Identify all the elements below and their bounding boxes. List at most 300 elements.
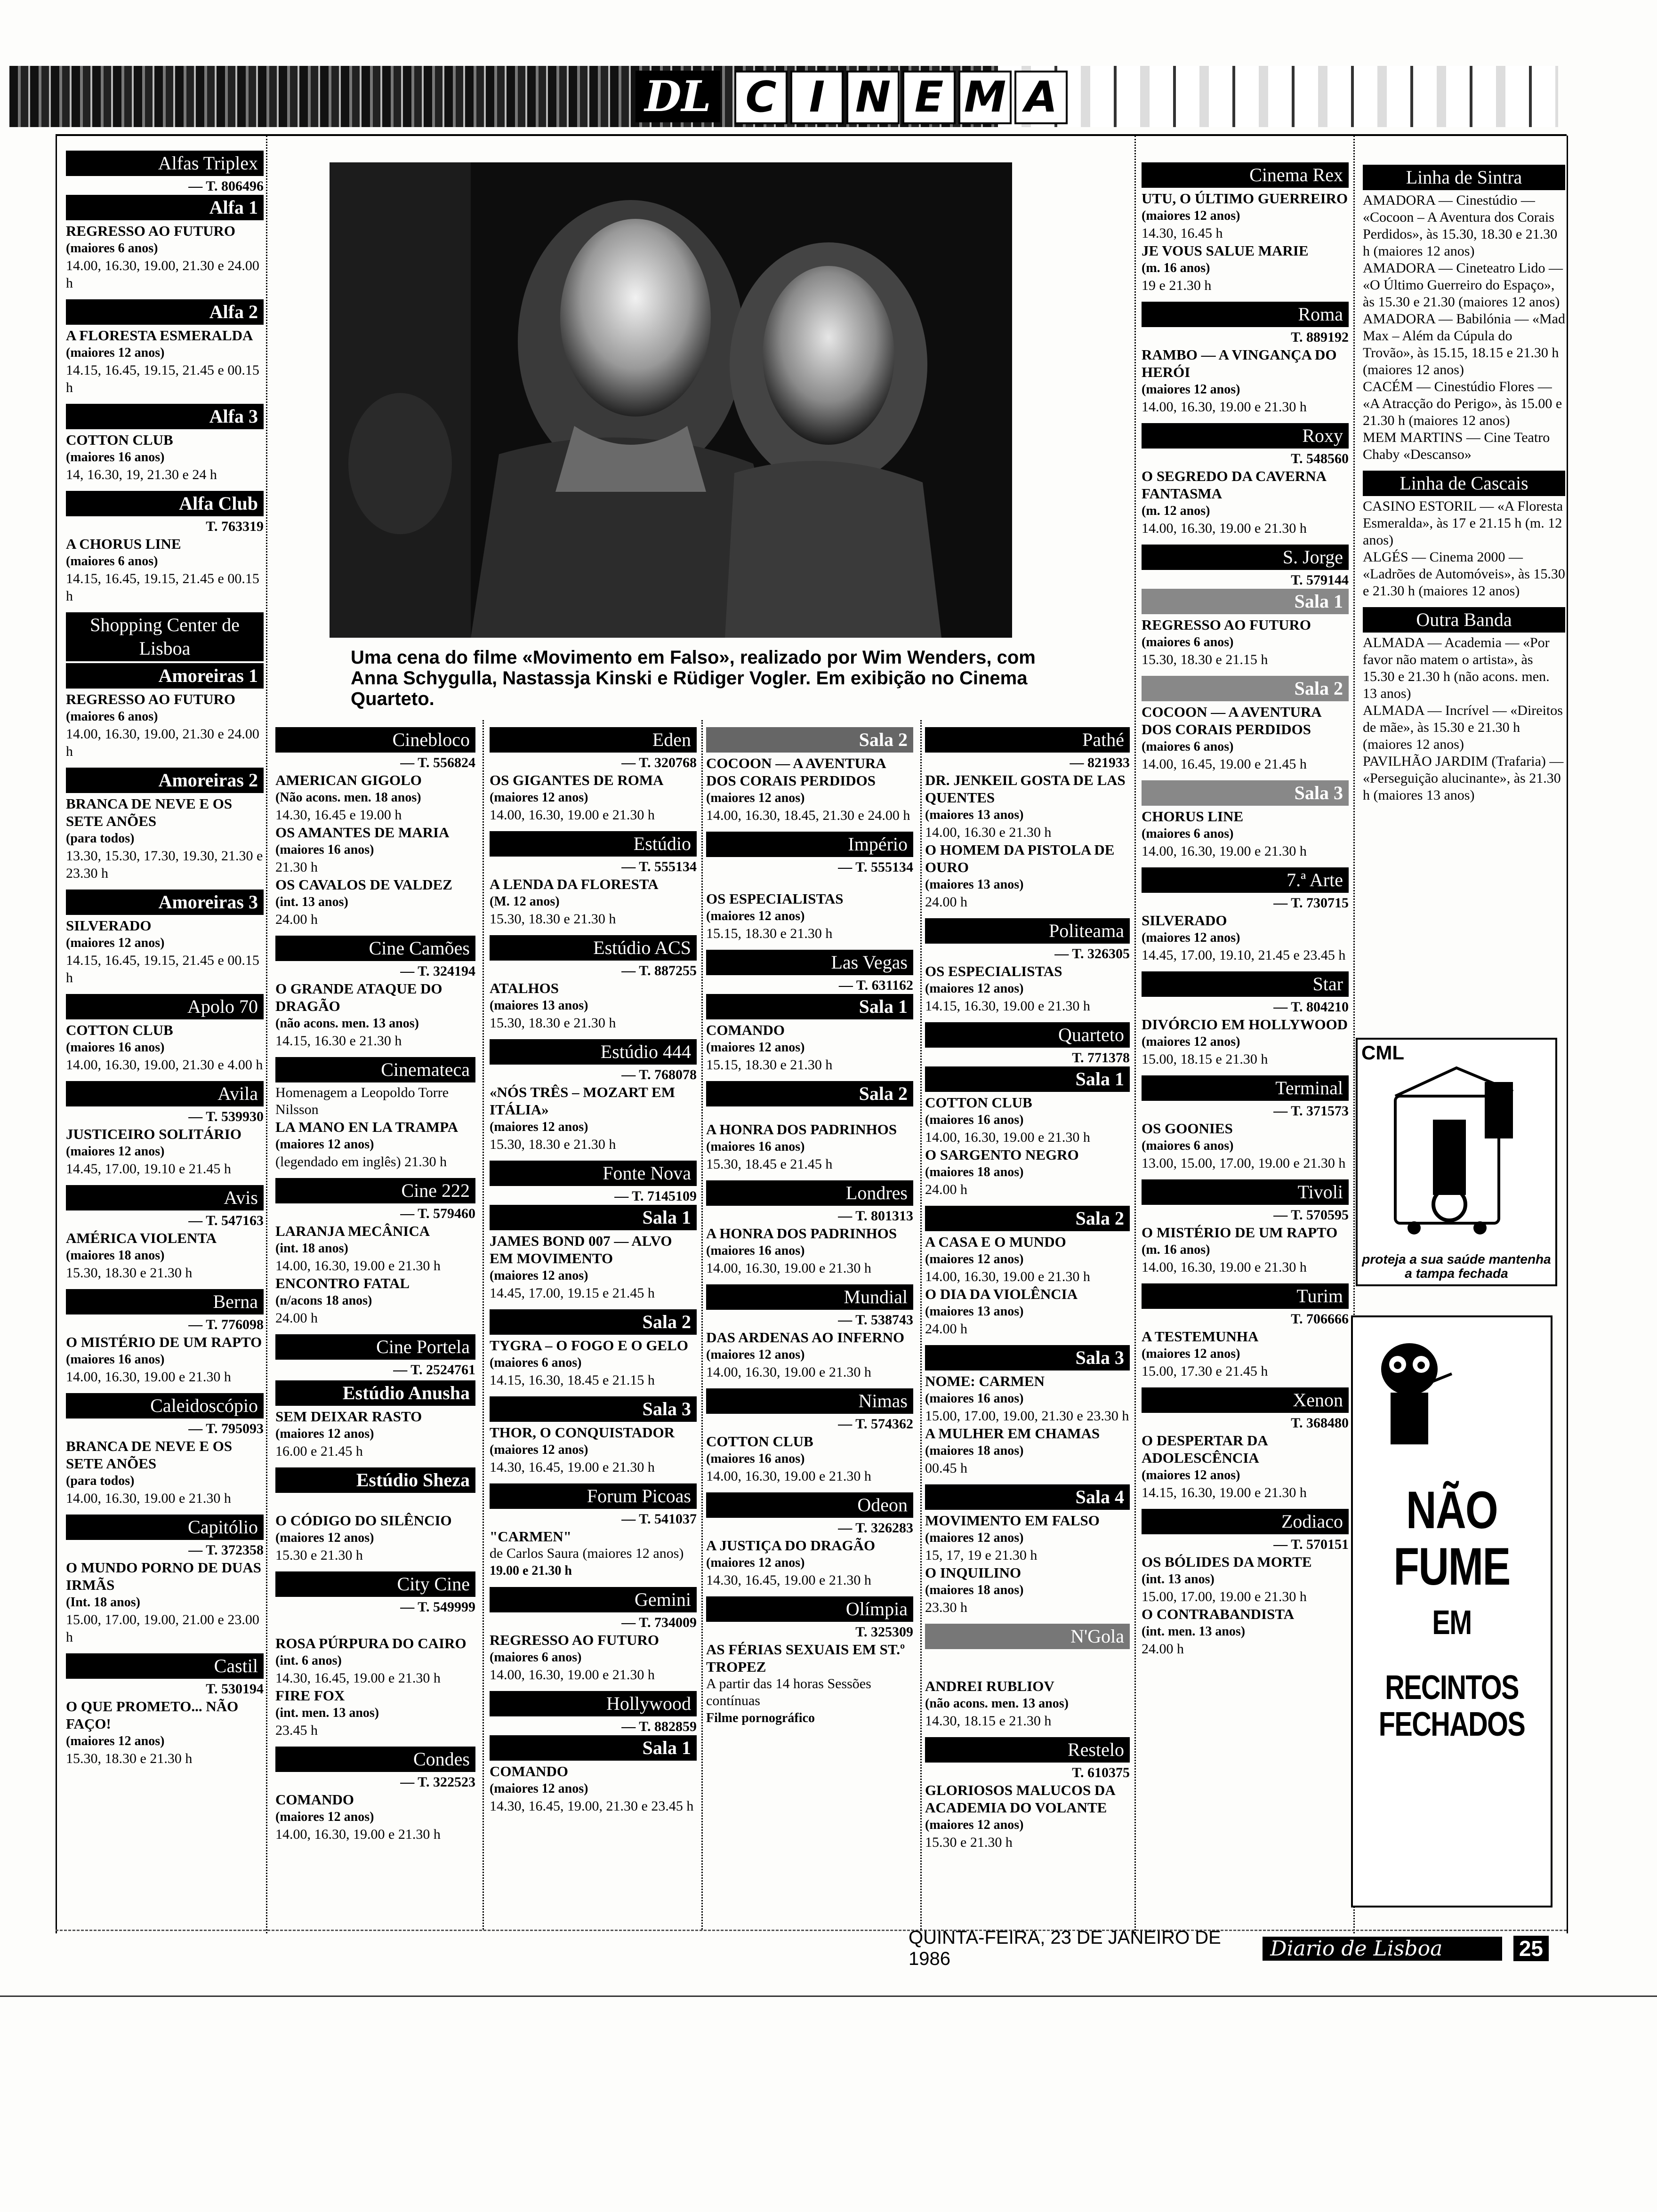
film-title: COTTON CLUB: [706, 1433, 813, 1450]
film-title: A MULHER EM CHAMAS: [925, 1425, 1100, 1442]
showtimes: 14.00, 16.30, 19.00 e 21.30 h: [275, 1258, 441, 1274]
region-entry: ALMADA — Incrível — «Direitos de mãe», às 15.30 e 21.30 h (maiores 12 anos): [1363, 703, 1563, 752]
film-title: A CHORUS LINE: [66, 536, 181, 552]
age-rating: (maiores 12 anos): [706, 909, 805, 923]
cinema-name: Restelo: [925, 1737, 1130, 1763]
slogan-word: FUME: [1393, 1537, 1510, 1596]
cinema-listing: [1142, 1283, 1349, 1380]
phone-number: T. 763319: [206, 519, 264, 534]
cinema-listing: [275, 1571, 475, 1739]
cinema-listing: [706, 1180, 913, 1277]
film-title: LARANJA MECÂNICA: [275, 1223, 430, 1239]
age-rating: (n/acons 18 anos): [275, 1293, 372, 1308]
phone-number: — T. 538743: [838, 1312, 913, 1328]
film-title: «NÓS TRÊS – MOZART EM ITÁLIA»: [490, 1084, 675, 1118]
screen-name: Sala 1: [490, 1205, 697, 1230]
cinema-name: Cine Camões: [275, 936, 475, 961]
footer-rule: [56, 1930, 1567, 1931]
film-title: A TESTEMUNHA: [1142, 1328, 1259, 1345]
cinema-name: Alfas Triplex: [66, 151, 264, 176]
age-rating: (maiores 6 anos): [66, 241, 158, 256]
cinema-listing: [66, 1393, 264, 1507]
film-still-photo: [330, 162, 1012, 638]
cinema-name: Shopping Center de Lisboa: [66, 612, 264, 661]
showtimes: 00.45 h: [925, 1460, 967, 1476]
age-rating: (M. 12 anos): [490, 894, 560, 909]
age-rating: (m. 12 anos): [1142, 504, 1210, 518]
listing-column-6: [1142, 162, 1349, 1665]
cinema-name: Forum Picoas: [490, 1483, 697, 1509]
age-rating: (maiores 6 anos): [1142, 635, 1234, 649]
phone-number: — T. 322523: [400, 1774, 475, 1790]
showtimes: 19.00 e 21.30 h: [490, 1563, 572, 1578]
phone-number: T. 579144: [1291, 572, 1349, 588]
age-rating: (maiores 16 anos): [925, 1113, 1024, 1127]
film-title: LA MANO EN LA TRAMPA: [275, 1119, 458, 1135]
section-letter: A: [1014, 71, 1068, 124]
age-rating: (maiores 12 anos): [1142, 208, 1240, 223]
showtimes: 14.00, 16.30, 18.45, 21.30 e 24.00 h: [706, 808, 910, 823]
region-entry: AMADORA — Cinestúdio — «Cocoon – A Aventura dos Corais Perdidos», às 15.30, 18.30 e 21.30 h (maiores 12 anos): [1363, 192, 1558, 259]
film-title: ENCONTRO FATAL: [275, 1275, 410, 1291]
film-title: O SARGENTO NEGRO: [925, 1146, 1079, 1163]
cml-slogan: proteja a sua saúde mantenha a tampa fechada: [1362, 1252, 1551, 1281]
age-rating: (maiores 12 anos): [66, 936, 165, 950]
age-rating: (int. men. 13 anos): [1142, 1624, 1246, 1639]
showtimes: 14.00, 16.30, 19.00 e 21.30 h: [66, 1491, 231, 1506]
age-rating: (maiores 6 anos): [490, 1355, 582, 1370]
phone-number: — T. 2524761: [393, 1362, 475, 1378]
showtimes: 14.30, 16.45, 19.00 e 21.30 h: [490, 1459, 655, 1475]
cinema-listing: [706, 1388, 913, 1485]
age-rating: (maiores 12 anos): [925, 981, 1024, 996]
screen-name: Amoreiras 3: [66, 890, 264, 915]
film-title: JAMES BOND 007 — ALVO EM MOVIMENTO: [490, 1233, 672, 1266]
age-rating: (maiores 12 anos): [490, 1120, 588, 1134]
showtimes: 14.00, 16.30, 19.00 e 21.30 h: [706, 1364, 871, 1380]
film-title: REGRESSO AO FUTURO: [66, 691, 236, 707]
column-rule: [920, 720, 922, 1930]
phone-number: — T. 547163: [188, 1213, 264, 1228]
age-rating: (int. 13 anos): [1142, 1572, 1215, 1587]
cinema-listing: [706, 1081, 913, 1173]
cinema-listing: [1142, 676, 1349, 773]
region-entry: ALGÉS — Cinema 2000 — «Ladrões de Automóveis», às 15.30 e 21.30 h (maiores 12 anos): [1363, 549, 1565, 599]
showtimes: 14.00, 16.30, 19.00 e 21.30 h: [706, 1260, 871, 1276]
film-title: THOR, O CONQUISTADOR: [490, 1424, 675, 1441]
showtimes: 14.15, 16.30, 18.45 e 21.15 h: [490, 1372, 655, 1388]
film-title: UTU, O ÚLTIMO GUERREIRO: [1142, 190, 1348, 207]
age-rating: (maiores 13 anos): [925, 877, 1024, 892]
cinema-name: Capitólio: [66, 1515, 264, 1540]
cinema-listing: [66, 151, 264, 292]
film-title: RAMBO — A VINGANÇA DO HERÓI: [1142, 346, 1337, 380]
screen-name: Amoreiras 1: [66, 663, 264, 689]
age-rating: (maiores 12 anos): [706, 1040, 805, 1055]
screen-name: Sala 2: [706, 1081, 913, 1106]
film-title: OS BÓLIDES DA MORTE: [1142, 1554, 1312, 1570]
film-title: TYGRA – O FOGO E O GELO: [490, 1337, 688, 1354]
cinema-name: Zodiaco: [1142, 1509, 1349, 1534]
cinema-name: Tivoli: [1142, 1179, 1349, 1205]
cinema-name: Estúdio ACS: [490, 935, 697, 961]
showtimes: 14.00, 16.30, 19.00, 21.30 e 4.00 h: [66, 1057, 263, 1073]
listing-column-1: [66, 151, 264, 1775]
cinema-name: Império: [706, 832, 913, 857]
phone-number: — T. 804210: [1273, 999, 1349, 1015]
cinema-name: Condes: [275, 1747, 475, 1772]
film-title: A HONRA DOS PADRINHOS: [706, 1121, 897, 1138]
age-rating: (maiores 12 anos): [66, 345, 165, 360]
film-title: COMANDO: [275, 1791, 354, 1808]
cinema-listing: [1142, 867, 1349, 964]
phone-number: — T. 556824: [400, 755, 475, 770]
listing-column-3: [490, 727, 697, 1822]
cinema-listing: [66, 491, 264, 605]
screen-name: Alfa 2: [66, 299, 264, 325]
region-listing: [1363, 471, 1565, 600]
showtimes: 15.30, 18.30 e 21.30 h: [490, 1137, 616, 1152]
cinema-listing: [706, 727, 913, 824]
cinema-listing: [1142, 1387, 1349, 1501]
showtimes: 15.15, 18.30 e 21.30 h: [706, 1057, 833, 1073]
showtimes: 14.30, 16.45, 19.00 e 21.30 h: [706, 1572, 871, 1588]
cinema-listing: [66, 1515, 264, 1646]
phone-number: — T. 371573: [1273, 1103, 1349, 1119]
showtimes: 14.00, 16.30, 19.00, 21.30 e 24.00 h: [66, 258, 259, 291]
age-rating: (maiores 16 anos): [706, 1243, 805, 1258]
cinema-name: Quarteto: [925, 1022, 1130, 1048]
cinema-name: Star: [1142, 971, 1349, 997]
film-title: ANDREI RUBLIOV: [925, 1678, 1054, 1694]
film-title: O GRANDE ATAQUE DO DRAGÃO: [275, 980, 442, 1014]
showtimes: 15.30 e 21.30 h: [275, 1547, 363, 1563]
film-title: O INQUILINO: [925, 1564, 1022, 1581]
showtimes: 13.30, 15.30, 17.30, 19.30, 21.30 e 23.30 h: [66, 848, 263, 881]
showtimes: 19 e 21.30 h: [1142, 278, 1212, 293]
cinema-listing: [66, 1185, 264, 1282]
film-title: COTTON CLUB: [925, 1094, 1032, 1111]
cinema-name: Avis: [66, 1185, 264, 1210]
film-title: COTTON CLUB: [66, 432, 173, 448]
showtimes: 13.00, 15.00, 17.00, 19.00 e 21.30 h: [1142, 1155, 1346, 1171]
film-title: O MISTÉRIO DE UM RAPTO: [66, 1334, 262, 1350]
screen-name: Sala 4: [925, 1484, 1130, 1510]
age-rating: (maiores 16 anos): [66, 1040, 165, 1055]
age-rating: (maiores 16 anos): [275, 842, 374, 857]
age-rating: (maiores 12 anos): [275, 1810, 374, 1824]
cinema-listing: [66, 1081, 264, 1178]
age-rating: (maiores 16 anos): [66, 1352, 165, 1367]
smoking-figure-icon: [1362, 1336, 1456, 1454]
cinema-listing: [66, 994, 264, 1074]
age-rating: (maiores 13 anos): [925, 808, 1024, 822]
region-entry: AMADORA — Cineteatro Lido — «O Último Guerreiro do Espaço», às 15.30 e 21.30 (maiores 12 anos): [1363, 260, 1563, 310]
cinema-listing: [490, 1587, 697, 1683]
showtimes: 14.00, 16.30 e 21.30 h: [925, 825, 1052, 840]
showtimes: 14.45, 17.00, 19.10 e 21.45 h: [66, 1161, 231, 1177]
phone-number: T. 771378: [1072, 1050, 1130, 1066]
showtimes: 14.00, 16.30, 19.00 e 21.30 h: [1142, 1259, 1307, 1275]
cinema-name: Cinema Rex: [1142, 162, 1349, 188]
film-title: CHORUS LINE: [1142, 808, 1244, 825]
age-rating: (maiores 12 anos): [490, 1781, 588, 1796]
showtimes: 14.15, 16.45, 19.15, 21.45 e 00.15 h: [66, 362, 259, 395]
cinema-name: City Cine: [275, 1571, 475, 1597]
cinema-listing: [275, 1057, 475, 1170]
film-title: DIVÓRCIO EM HOLLYWOOD: [1142, 1016, 1348, 1033]
age-rating: (maiores 12 anos): [1142, 930, 1240, 945]
age-rating: (maiores 18 anos): [925, 1165, 1024, 1179]
age-rating: (maiores 16 anos): [706, 1451, 805, 1466]
phone-number: — T. 549999: [400, 1599, 475, 1615]
masthead-grid: [998, 66, 1558, 127]
cinema-listing: [66, 612, 264, 760]
age-rating: (Int. 18 anos): [66, 1595, 140, 1610]
page-footer: [909, 1927, 1549, 1969]
age-rating: (maiores 12 anos): [66, 1734, 165, 1748]
phone-number: — T. 555134: [621, 859, 697, 874]
phone-number: T. 368480: [1291, 1415, 1349, 1431]
cinema-name: Pathé: [925, 727, 1130, 753]
page-number: 25: [1513, 1936, 1549, 1961]
screen-name: Sala 2: [925, 1206, 1130, 1231]
showtimes: 15.15, 18.30 e 21.30 h: [706, 926, 833, 941]
film-title: COMANDO: [706, 1022, 785, 1038]
cinema-name: Nimas: [706, 1388, 913, 1414]
film-director: de Carlos Saura (maiores 12 anos): [490, 1546, 684, 1561]
screen-name: Sala 1: [706, 994, 913, 1019]
film-title: SEM DEIXAR RASTO: [275, 1408, 422, 1425]
showtimes: 15.00, 18.15 e 21.30 h: [1142, 1051, 1268, 1067]
phone-number: — T. 555134: [838, 859, 913, 875]
showtimes: 24.00 h: [275, 1310, 318, 1326]
film-title: A LENDA DA FLORESTA: [490, 876, 659, 892]
age-rating: (maiores 18 anos): [925, 1583, 1024, 1597]
phone-number: — T. 570595: [1273, 1207, 1349, 1223]
showtimes: 14.15, 16.30, 19.00 e 21.30 h: [925, 998, 1090, 1014]
film-title: O QUE PROMETO... NÃO FAÇO!: [66, 1698, 239, 1732]
showtimes: 15.30, 18.30 e 21.30 h: [490, 911, 616, 927]
cinema-name: 7.ª Arte: [1142, 867, 1349, 893]
showtimes: 14.00, 16.30, 19.00 e 21.30 h: [706, 1468, 871, 1484]
phone-number: — T. 326305: [1054, 946, 1130, 962]
cinema-listing: [925, 1345, 1130, 1477]
region-entry: ALMADA — Academia — «Por favor não matem o artista», às 15.30 e 21.30 h (não acons. men. 13 anos): [1363, 635, 1550, 701]
cinema-listing: [706, 832, 913, 942]
showtimes: 23.30 h: [925, 1600, 967, 1615]
cinema-listing: [1142, 545, 1349, 668]
cinema-listing: [1142, 971, 1349, 1068]
cinema-name: Berna: [66, 1289, 264, 1314]
showtimes: 24.00 h: [275, 912, 318, 927]
film-title: ATALHOS: [490, 980, 559, 996]
phone-number: — T. 7145109: [614, 1188, 697, 1204]
film-title: OS CAVALOS DE VALDEZ: [275, 876, 452, 893]
cinema-name: Xenon: [1142, 1387, 1349, 1413]
showtimes: 14.00, 16.30, 19.00 e 21.30 h: [490, 807, 655, 823]
cinema-listing: [925, 1206, 1130, 1338]
screen-name: Alfa 1: [66, 195, 264, 220]
showtimes: 14.00, 16.30, 19.00 e 21.30 h: [275, 1827, 441, 1842]
phone-number: — T. 768078: [621, 1067, 697, 1082]
showtimes: 14.00, 16.30, 19.00 e 21.30 h: [925, 1130, 1090, 1145]
age-rating: (maiores 12 anos): [490, 1443, 588, 1457]
film-title: REGRESSO AO FUTURO: [1142, 617, 1311, 633]
showtimes: 14.45, 17.00, 19.15 e 21.45 h: [490, 1285, 655, 1301]
cinema-name: Londres: [706, 1180, 913, 1206]
age-rating: (m. 16 anos): [1142, 261, 1210, 275]
film-title: COTTON CLUB: [66, 1022, 173, 1038]
screen-name: Sala 2: [490, 1309, 697, 1335]
showtimes: 14.00, 16.45, 19.00 e 21.45 h: [1142, 756, 1307, 772]
region-entry: CASINO ESTORIL — «A Floresta Esmeralda», às 17 e 21.15 h (m. 12 anos): [1363, 498, 1563, 548]
showtimes: 14.00, 16.30, 19.00 e 21.30 h: [1142, 399, 1307, 415]
age-rating: (não acons. men. 13 anos): [275, 1016, 419, 1031]
region-entry: CACÉM — Cinestúdio Flores — «A Atracção do Perigo», às 15.00 e 21.30 h (maiores 12 anos): [1363, 379, 1562, 428]
showtimes: 14.00, 16.30, 19.00 e 21.30 h: [1142, 843, 1307, 859]
cinema-listing: [275, 1380, 475, 1460]
listing-column-5: [925, 727, 1130, 1859]
film-title: COCOON — A AVENTURA DOS CORAIS PERDIDOS: [706, 755, 885, 789]
cml-label: CML: [1361, 1042, 1404, 1064]
cinema-listing: [275, 1334, 475, 1378]
showtimes: 14.30, 16.45, 19.00, 21.30 e 23.45 h: [490, 1798, 694, 1814]
age-rating: (int. 13 anos): [275, 895, 348, 909]
showtimes: 24.00 h: [925, 1321, 967, 1337]
column-rule: [483, 720, 484, 1930]
listing-column-2: [275, 727, 475, 1851]
film-title: O MUNDO PORNO DE DUAS IRMÃS: [66, 1559, 262, 1593]
showtimes: 15.30, 18.30 e 21.15 h: [1142, 652, 1268, 667]
age-rating: (maiores 12 anos): [925, 1252, 1024, 1266]
showtimes: 15.30 e 21.30 h: [925, 1835, 1013, 1850]
film-title: REGRESSO AO FUTURO: [66, 223, 236, 239]
cinema-listing: [490, 935, 697, 1032]
age-rating: (maiores 12 anos): [490, 1268, 588, 1283]
age-rating: (maiores 16 anos): [66, 450, 165, 465]
showtimes: 15.00, 17.00, 19.00, 21.00 e 23.00 h: [66, 1612, 259, 1645]
film-title: JUSTICEIRO SOLITÁRIO: [66, 1126, 241, 1142]
region-entry: MEM MARTINS — Cine Teatro Chaby «Descanso»: [1363, 430, 1550, 462]
age-rating: (não acons. men. 13 anos): [925, 1696, 1069, 1711]
film-title: GLORIOSOS MALUCOS DA ACADEMIA DO VOLANTE: [925, 1782, 1115, 1816]
film-title: OS AMANTES DE MARIA: [275, 824, 450, 841]
film-title: REGRESSO AO FUTURO: [490, 1632, 660, 1648]
screen-name: Alfa 3: [66, 404, 264, 429]
age-rating: (int. 18 anos): [275, 1241, 348, 1256]
column-rule: [701, 720, 703, 1930]
showtimes: 14.00, 16.30, 19.00 e 21.30 h: [1142, 521, 1307, 536]
cinema-listing: [275, 727, 475, 928]
phone-number: T. 706666: [1291, 1311, 1349, 1327]
showtimes: 14.30, 16.45 h: [1142, 225, 1223, 241]
showtimes: 14.00, 16.30, 19.00 e 21.30 h: [66, 1369, 231, 1385]
cinema-name: Odeon: [706, 1492, 913, 1518]
showtimes: 14.00, 16.30, 19.00 e 21.30 h: [490, 1667, 655, 1683]
screen-name: Alfa Club: [66, 491, 264, 516]
age-rating: (maiores 12 anos): [1142, 1034, 1240, 1049]
film-title: O CONTRABANDISTA: [1142, 1606, 1295, 1622]
film-title: "CARMEN": [490, 1528, 571, 1545]
cinema-listing: [706, 1492, 913, 1589]
cinema-listing: [706, 1596, 913, 1727]
cinema-name: Cinemateca: [275, 1057, 475, 1082]
screen-name: Sala 2: [706, 727, 913, 753]
film-title: JE VOUS SALUE MARIE: [1142, 242, 1309, 259]
listing-column-7: [1363, 165, 1565, 811]
film-title: FIRE FOX: [275, 1687, 345, 1704]
film-title: OS GIGANTES DE ROMA: [490, 772, 664, 788]
age-rating: (maiores 12 anos): [275, 1137, 374, 1152]
age-rating: (maiores 12 anos): [275, 1427, 374, 1441]
showtimes: 15.00, 17.30 e 21.45 h: [1142, 1363, 1268, 1379]
cinema-listing: [925, 1624, 1130, 1730]
cinema-listing: [1142, 162, 1349, 294]
age-rating: (maiores 6 anos): [490, 1650, 582, 1665]
cinema-name: Caleidoscópio: [66, 1393, 264, 1419]
phone-number: — T. 539930: [188, 1109, 264, 1124]
age-rating: (maiores 12 anos): [490, 790, 588, 805]
showtimes: 15.30, 18.45 e 21.45 h: [706, 1156, 833, 1172]
film-title: SILVERADO: [1142, 912, 1227, 929]
cinema-name: S. Jorge: [1142, 545, 1349, 570]
showtimes: 24.00 h: [925, 894, 967, 910]
screen-name: Amoreiras 2: [66, 768, 264, 793]
phone-number: T. 530194: [206, 1681, 264, 1697]
page-bottom-rule: [0, 1996, 1657, 1997]
age-rating: (maiores 16 anos): [925, 1391, 1024, 1406]
cinema-name: Castil: [66, 1653, 264, 1679]
cinema-listing: [1142, 1509, 1349, 1658]
cinema-name: Roxy: [1142, 423, 1349, 449]
cinema-listing: [925, 727, 1130, 911]
age-rating: (para todos): [66, 831, 135, 846]
showtimes: 15.00, 17.00, 19.00, 21.30 e 23.30 h: [925, 1408, 1129, 1424]
age-rating: (maiores 6 anos): [1142, 739, 1234, 754]
age-rating: (maiores 12 anos): [925, 1818, 1024, 1832]
phone-number: — T. 574362: [838, 1416, 913, 1432]
age-rating: (para todos): [66, 1474, 135, 1488]
age-rating: (maiores 13 anos): [490, 998, 588, 1013]
film-title: OS ESPECIALISTAS: [925, 963, 1062, 979]
showtimes: 14.30, 16.45 e 19.00 h: [275, 807, 402, 823]
showtimes: (legendado em inglês) 21.30 h: [275, 1154, 447, 1170]
phone-number: — T. 570151: [1273, 1537, 1349, 1552]
photo-caption: Uma cena do filme «Movimento em Falso», realizado por Wim Wenders, com Anna Schygulla, Nastassja Kinski e Rüdiger Vogler. Em exibição no Cinema Quarteto.: [351, 647, 1036, 709]
showtimes: 14.00, 16.30, 19.00, 21.30 e 24.00 h: [66, 726, 259, 759]
phone-number: — T. 882859: [621, 1719, 697, 1734]
cinema-listing: [490, 831, 697, 928]
film-genre: Filme pornográfico: [706, 1711, 815, 1725]
section-letter: M: [958, 71, 1012, 124]
film-title: O DIA DA VIOLÊNCIA: [925, 1286, 1078, 1302]
age-rating: (maiores 18 anos): [925, 1443, 1024, 1458]
cinema-name: Turim: [1142, 1283, 1349, 1309]
film-title: NOME: CARMEN: [925, 1373, 1045, 1389]
film-title: O DESPERTAR DA ADOLESCÊNCIA: [1142, 1432, 1268, 1466]
showtimes: 15.00, 17.00, 19.00 e 21.30 h: [1142, 1589, 1307, 1604]
cinema-name: Cine Portela: [275, 1334, 475, 1360]
phone-number: — T. 776098: [188, 1317, 264, 1332]
cinema-listing: [490, 1039, 697, 1153]
cinema-listing: [490, 1396, 697, 1476]
phone-number: — T. 795093: [188, 1421, 264, 1436]
cinema-name: Fonte Nova: [490, 1161, 697, 1186]
showtimes: 15.30, 18.30 e 21.30 h: [66, 1751, 193, 1766]
film-title: AS FÉRIAS SEXUAIS EM ST.º TROPEZ: [706, 1641, 905, 1675]
cinema-name: Avila: [66, 1081, 264, 1106]
